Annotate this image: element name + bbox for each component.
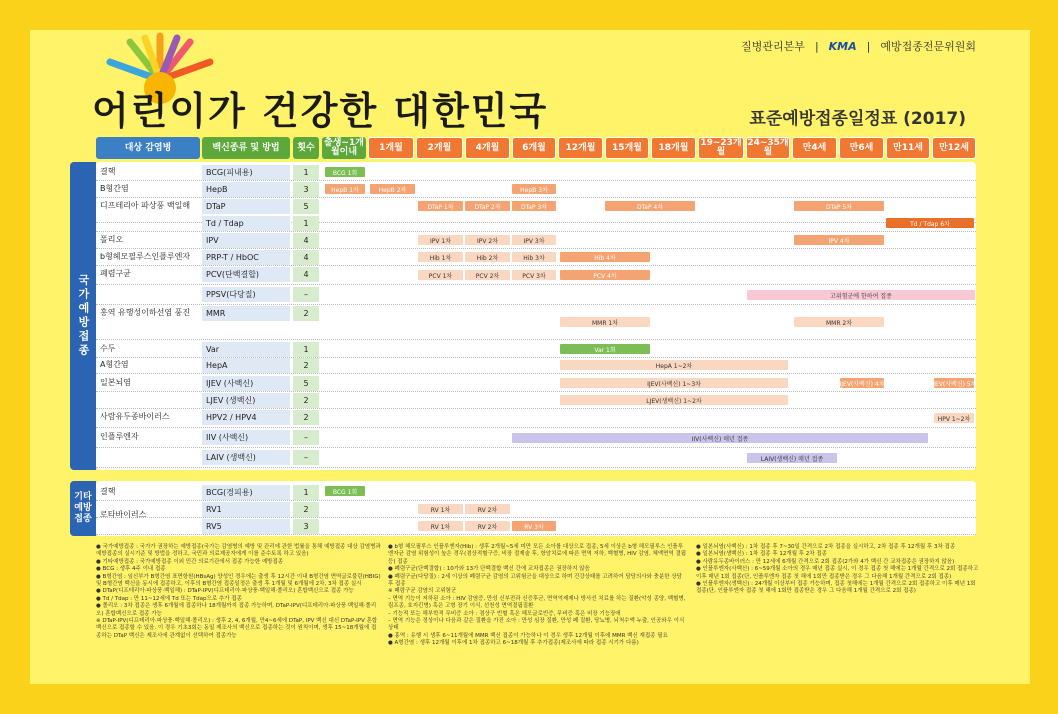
schedule-bar: HepB 2차 [370, 184, 415, 194]
disease-label: 디프테리아 파상풍 백일해 [100, 201, 191, 210]
footnote-item: ● 인플루엔자(생백신) : 24개월 이상부터 접종 가능하며, 접종 첫해에는 1개월 간격으로 2회 접종하고 이후 매년 1회 접종(단, 인플루엔자 접종 첫 해에 1회만 접종받은 경우 그 다음해 1개월 간격으로 2회 접종) [696, 581, 976, 595]
page-title: 어린이가 건강한 대한민국 [92, 88, 549, 133]
schedule-bar: BCG 1회 [325, 486, 365, 496]
header-age: 만12세 [932, 137, 976, 159]
header-age: 출생~1개월이내 [322, 137, 366, 159]
schedule-bar: RV 1차 [418, 504, 463, 514]
schedule-bar: MMR 2차 [794, 317, 884, 327]
schedule-bar: Hib 3차 [512, 252, 556, 262]
dose-count: 1 [293, 165, 319, 180]
kma-logo: KMA [828, 39, 857, 53]
footnotes [96, 544, 979, 674]
header-age: 2개월 [416, 137, 463, 159]
schedule-bar: HepA 1~2차 [560, 360, 788, 370]
vaccine-label: PPSV(다당질) [202, 287, 290, 302]
disease-label: 결핵 [100, 487, 116, 496]
footnote-item: ● 홍역 : 유행 시 생후 6~11개월에 MMR 백신 접종이 가능하나 이 경우 생후 12개월 이후에 MMR 백신 재접종 필요 [388, 632, 668, 639]
header-age: 만6세 [839, 137, 884, 159]
footnote-item: ● 폐렴구균(단백결합) : 10가와 13가 단백결합 백신 간에 교차접종은 권장하지 않음 [388, 566, 590, 573]
dose-count: 3 [293, 182, 319, 197]
schedule-bar: PCV 1차 [418, 270, 463, 280]
dose-count: 3 [293, 519, 319, 534]
footnote-item: – 면역 기능은 정상이나 다음과 같은 질환을 가진 소아 : 만성 심장 질환, 만성 폐 질환, 당뇨병, 뇌척수액 누출, 인공와우 이식 상태 [388, 618, 685, 632]
footnote-item: ※ 폐렴구균 감염의 고위험군 [388, 588, 457, 595]
footnote-item: ● BCG : 생후 4주 이내 접종 [96, 566, 166, 573]
schedule-bar: LJEV(생백신) 1~2차 [560, 395, 788, 405]
schedule-bar: LAIV(생백신) 매년 접종 [747, 453, 837, 463]
kdca-logo: 질병관리본부 [741, 40, 805, 53]
disease-label: 홍역 유행성이하선염 풍진 [100, 308, 191, 317]
footnote-item: – 기능적 또는 해부학적 무비증 소아 : 겸상구 빈혈 혹은 헤모글로빈증, 무비증 혹은 비장 기능장애 [388, 610, 621, 617]
vaccine-label: HepA [202, 358, 290, 373]
disease-label: b형헤모필루스인플루엔자 [100, 252, 191, 261]
schedule-bar: Var 1회 [560, 344, 650, 354]
vaccine-label: RV1 [202, 502, 290, 517]
header-count: 횟수 [293, 137, 319, 159]
footnote-item: ● 폴리오 : 3차 접종은 생후 6개월에 접종하나 18개월까지 접종 가능하며, DTaP-IPV(디프테리아·파상풍·백일해·폴리오) 혼합백신으로 접종 가능 [96, 603, 377, 617]
footnote-item: ● A형간염 : 생후 12개월 이후에 1차 접종하고 6~18개월 후 추가접종(제조사에 따라 접종 시기가 다름) [388, 640, 639, 647]
disease-label: 수두 [100, 344, 116, 353]
schedule-bar: PCV 3차 [512, 270, 556, 280]
disease-label: 폐렴구균 [100, 269, 131, 278]
dose-count: 1 [293, 342, 319, 357]
dose-count: – [293, 287, 319, 302]
vaccine-label: Var [202, 342, 290, 357]
vaccine-label: IPV [202, 233, 290, 248]
org-logos: 질병관리본부 | KMA | 예방접종전문위원회 [741, 39, 976, 53]
dose-count: 4 [293, 233, 319, 248]
header-age: 15개월 [605, 137, 649, 159]
header-age: 6개월 [512, 137, 556, 159]
schedule-bar: MMR 1차 [560, 317, 650, 327]
vaccine-label: BCG(경피용) [202, 485, 290, 500]
schedule-bar: DTaP 1차 [418, 201, 463, 211]
header-disease: 대상 감염병 [96, 137, 200, 159]
schedule-bar: IJEV(사백신) 5차 [934, 378, 974, 388]
vaccine-label: MMR [202, 306, 290, 321]
schedule-bar: IPV 1차 [418, 235, 463, 245]
dose-count: 2 [293, 306, 319, 321]
disease-label: 폴리오 [100, 235, 124, 244]
footnote-item: ● DTaP(디프테리아·파상풍·백일해) : DTaP-IPV(디프테리아·파상풍·백일해·폴리오) 혼합백신으로 접종 가능 [96, 588, 354, 595]
dose-count: 2 [293, 502, 319, 517]
schedule-bar: 고위험군에 한하여 접종 [747, 290, 975, 300]
vaccine-label: IIV (사백신) [202, 430, 290, 445]
header-age: 1개월 [368, 137, 414, 159]
schedule-bar: IIV(사백신) 매년 접종 [512, 433, 928, 443]
schedule-bar: Hib 4차 [560, 252, 650, 262]
disease-label: 사람유두종바이러스 [100, 412, 170, 421]
footnote-item: ● 사람유두종바이러스 : 만 12세에 6개월 간격으로 2회 접종(2가와 4가 백신 간 교차접종은 권장하지 않음) [696, 558, 955, 565]
vaccine-label: LAIV (생백신) [202, 450, 290, 465]
dose-count: 5 [293, 199, 319, 214]
schedule-bar: Hib 2차 [465, 252, 510, 262]
side-label-other: 기타예방접종 [70, 481, 96, 536]
schedule-bar: PCV 4차 [560, 270, 650, 280]
header-age: 12개월 [558, 137, 603, 159]
footnote-item: ※ DTaP-IPV(디프테리아·파상풍·백일해·폴리오) : 생후 2, 4, 6개월, 만4~6세에 DTaP, IPV 백신 대신 DTaP-IPV 혼합백신으로 접종할 수 있음. 이 경우 기초3회는 동일 제조사의 백신으로 접종하는 것이 원칙이며, 생후 15~18개월에 접종하는 DTaP 백신은 제조사에 관계없이 선택하여 접종가능 [96, 618, 378, 639]
dose-count: 1 [293, 216, 319, 231]
schedule-bar: IPV 3차 [512, 235, 556, 245]
schedule-bar: BCG 1회 [325, 167, 365, 177]
disease-label: 결핵 [100, 167, 116, 176]
schedule-bar: IPV 2차 [465, 235, 510, 245]
schedule-bar: Td / Tdap 6차 [886, 218, 974, 228]
footnote-item: ● 기타예방접종 : 국가예방접종 이외 민간 의료기관에서 접종 가능한 예방접종 [96, 558, 284, 565]
schedule-bar: IJEV(사백신) 4차 [840, 378, 884, 388]
vaccine-label: BCG(피내용) [202, 165, 290, 180]
dose-count: 2 [293, 393, 319, 408]
disease-label: 일본뇌염 [100, 378, 131, 387]
footnote-item: ● 일본뇌염(생백신) : 1차 접종 후 12개월 후 2차 접종 [696, 551, 827, 558]
schedule-bar: DTaP 4차 [605, 201, 695, 211]
schedule-bar: RV 3차 [512, 521, 556, 531]
schedule-bar: RV 1차 [418, 521, 463, 531]
footnote-item: ● 국가예방접종 : 국가가 권장하는 예방접종(국가는 감염병의 예방 및 관리에 관한 법률을 통해 예방접종 대상 감염병과 예방접종의 실시기준 및 방법을 정하고, 국민과 의료제공자에게 이를 준수토록 하고 있음) [96, 544, 381, 558]
dose-count: 2 [293, 358, 319, 373]
schedule-bar: DTaP 3차 [512, 201, 556, 211]
disease-label: B형간염 [100, 184, 129, 193]
disease-label: 인플루엔자 [100, 432, 139, 441]
dose-count: 5 [293, 376, 319, 391]
header-age: 19~23개월 [698, 137, 744, 159]
dose-count: – [293, 430, 319, 445]
disease-label: A형간염 [100, 360, 129, 369]
dose-count: 1 [293, 485, 319, 500]
vaccine-label: Td / Tdap [202, 216, 290, 231]
vaccine-label: HPV2 / HPV4 [202, 410, 290, 425]
schedule-bar: DTaP 5차 [794, 201, 884, 211]
vaccine-label: RV5 [202, 519, 290, 534]
schedule-bar: DTaP 2차 [465, 201, 510, 211]
header-vaccine: 백신종류 및 방법 [202, 137, 290, 159]
schedule-bar: HepB 1차 [325, 184, 365, 194]
schedule-bar: PCV 2차 [465, 270, 510, 280]
dose-count: 4 [293, 267, 319, 282]
dose-count: – [293, 450, 319, 465]
footnote-item: ● B형간염 : 임신부가 B형간염 표면항원(HBsAg) 양성인 경우에는 출생 후 12시간 이내 B형간염 면역글로불린(HBIG) 및 B형간염 백신을 동시에 접종하고, 이후의 B형간염 접종일정은 출생 후 1개월 및 6개월에 2차, 3차 접종 실시 [96, 573, 381, 588]
footnote-item: – 면역 기능이 저하된 소아 : HIV 감염증, 만성 신부전과 신증후군, 면역억제제나 방사선 치료를 하는 질환(악성 종양, 백혈병, 림프종, 호지킨병) 혹은 고형 장기 이식, 선천성 면역결핍질환 [388, 595, 686, 610]
vaccine-label: IJEV (사백신) [202, 376, 290, 391]
footnote-item: ● 일본뇌염(사백신) : 1차 접종 후 7~30일 간격으로 2차 접종을 실시하고, 2차 접종 후 12개월 후 3차 접종 [696, 544, 956, 550]
vaccine-label: PCV(단백결합) [202, 267, 290, 282]
dose-count: 4 [293, 250, 319, 265]
footnote-item: ● 폐렴구균(다당질) : 2세 이상의 폐렴구균 감염의 고위험군을 대상으로 하며 건강상태를 고려하여 담당의사와 충분한 상담 후 접종 [388, 573, 682, 588]
footnote-item: ● 인플루엔자(사백신) : 6~59개월 소아의 경우 매년 접종 실시, 이 경우 접종 첫 해에는 1개월 간격으로 2회 접종하고 이후 매년 1회 접종(단, 인플루엔자 접종 첫 해에 1회만 접종받은 경우 그 다음해 1개월 간격으로 2회 접종) [696, 566, 979, 580]
header-age: 4개월 [465, 137, 510, 159]
schedule-bar: IJEV(사백신) 1~3차 [560, 378, 788, 388]
header-age: 만11세 [886, 137, 930, 159]
side-label-national: 국가예방접종 [70, 162, 96, 470]
disease-label: 로타바이러스 [100, 510, 147, 519]
dose-count: 2 [293, 410, 319, 425]
schedule-bar: Hib 1차 [418, 252, 463, 262]
vaccine-label: HepB [202, 182, 290, 197]
schedule-bar: HPV 1~2차 [934, 413, 974, 423]
schedule-bar: IPV 4차 [794, 235, 884, 245]
page-subtitle: 표준예방접종일정표 (2017) [749, 109, 966, 129]
footnote-item: ● Td / Tdap : 만 11~12세에 Td 또는 Tdap으로 추가 접종 [96, 595, 242, 602]
schedule-bar: HepB 3차 [512, 184, 556, 194]
committee-logo: 예방접종전문위원회 [880, 40, 976, 53]
schedule-bar: RV 2차 [465, 504, 510, 514]
vaccine-label: PRP-T / HbOC [202, 250, 290, 265]
header-age: 만4세 [792, 137, 837, 159]
header-age: 24~35개월 [747, 138, 789, 157]
schedule-bar: RV 2차 [465, 521, 510, 531]
header-age: 18개월 [651, 137, 696, 159]
vaccine-label: DTaP [202, 199, 290, 214]
footnote-item: ● b형 헤모필루스 인플루엔자(Hib) : 생후 2개월~5세 미만 모든 소아를 대상으로 접종, 5세 이상은 b형 헤모필루스 인플루엔자균 감염 위험성이 높은 경우(겸상적혈구증, 비장 절제술 후, 항암치료에 따른 면역 저하, 백혈병, HIV 감염, 체액면역 결핍 등) 접종 [388, 544, 687, 565]
vaccine-label: LJEV (생백신) [202, 393, 290, 408]
